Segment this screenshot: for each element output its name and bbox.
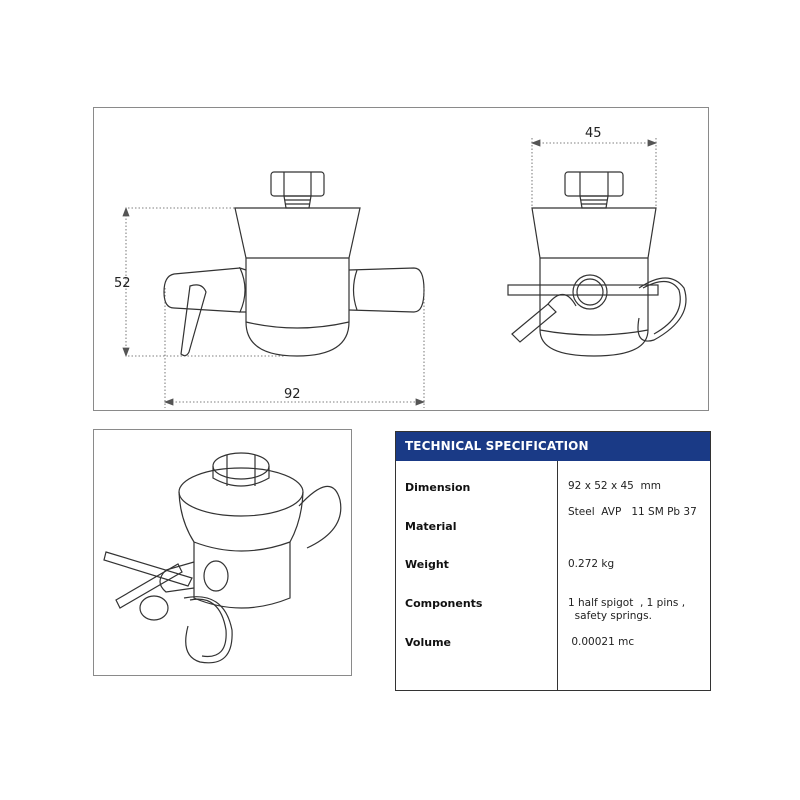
end-view: [508, 172, 686, 356]
spec-column-divider: [557, 461, 558, 690]
side-body: [246, 258, 349, 356]
end-pin-handle: [512, 304, 556, 342]
technical-drawing: [94, 108, 710, 412]
end-spigot-circle: [573, 275, 607, 309]
spec-table: [395, 431, 711, 691]
end-bolt-head: [565, 172, 623, 196]
spec-title: TECHNICAL SPECIFICATION: [396, 432, 710, 461]
iso-spigot-right: [299, 486, 341, 548]
iso-bolt-head: [213, 453, 269, 479]
spec-label-components: Components: [405, 597, 483, 610]
spec-value-dimension: 92 x 52 x 45 mm: [568, 480, 661, 492]
spec-label-volume: Volume: [405, 636, 451, 649]
side-spigot-right: [349, 268, 424, 312]
spec-value-weight: 0.272 kg: [568, 558, 615, 570]
side-dimensions: [123, 138, 656, 408]
length-dimension-label: 92: [284, 387, 301, 402]
spec-label-weight: Weight: [405, 558, 449, 571]
width-dimension-label: 45: [585, 126, 602, 141]
side-cone: [235, 208, 360, 258]
spec-label-material: Material: [405, 520, 457, 533]
side-bolt-thread: [284, 196, 311, 208]
spec-value-components: 1 half spigot , 1 pins , safety springs.: [568, 597, 686, 622]
drawing-panel: [93, 107, 709, 411]
side-pin: [181, 285, 206, 356]
end-cone: [532, 208, 656, 258]
spec-label-dimension: Dimension: [405, 481, 471, 494]
end-pin-rod: [508, 285, 658, 295]
spec-value-volume: 0.00021 mc: [568, 636, 635, 648]
isometric-panel: [93, 429, 352, 676]
iso-cone-top: [179, 468, 303, 516]
side-view: [164, 172, 424, 356]
side-bolt-head: [271, 172, 324, 196]
height-dimension-label: 52: [114, 276, 131, 291]
isometric-drawing: [94, 430, 353, 677]
iso-pin-handle: [116, 564, 182, 608]
spec-value-material: Steel AVP 11 SM Pb 37: [568, 506, 697, 518]
end-body: [540, 258, 648, 356]
